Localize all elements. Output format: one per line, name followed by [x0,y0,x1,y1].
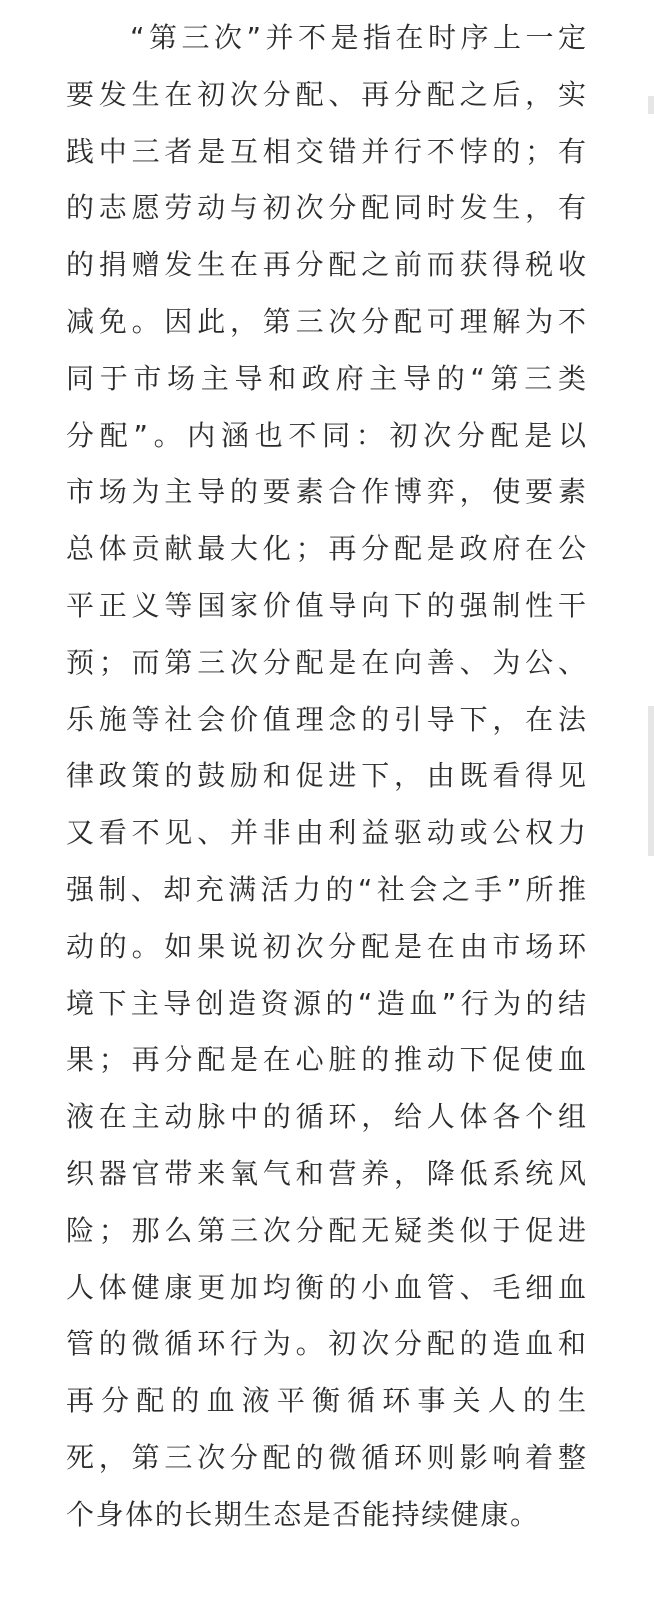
paragraph-line: 同于市场主导和政府主导的“第三类 [66,361,586,395]
paragraph-line: 乐施等社会价值理念的引导下，在法 [66,702,586,736]
paragraph-line: 减免。因此，第三次分配可理解为不 [66,304,586,338]
paragraph-line: 分配”。内涵也不同：初次分配是以 [66,418,586,452]
paragraph-line: 又看不见、并非由利益驱动或公权力 [66,816,586,850]
paragraph-line: 市场为主导的要素合作博弈，使要素 [66,475,586,509]
page-edge-shadow [648,706,654,856]
paragraph-line: 总体贡献最大化；再分配是政府在公 [66,532,586,566]
paragraph-line: 人体健康更加均衡的小血管、毛细血 [66,1270,586,1304]
paragraph-line: 液在主动脉中的循环，给人体各个组 [66,1100,586,1134]
paragraph-line: 动的。如果说初次分配是在由市场环 [66,929,586,963]
paragraph-line: 平正义等国家价值导向下的强制性干 [66,588,586,622]
paragraph-line: 境下主导创造资源的“造血”行为的结 [66,986,586,1020]
paragraph-line: 的捐赠发生在再分配之前而获得税收 [66,248,586,282]
paragraph-line: “第三次”并不是指在时序上一定 [130,21,586,54]
paragraph-line: 践中三者是互相交错并行不悖的；有 [66,134,586,168]
paragraph-line: 险；那么第三次分配无疑类似于促进 [66,1213,586,1247]
paragraph-line: 个身体的长期生态是否能持续健康。 [66,1497,540,1531]
article-body [66,10,586,1544]
page-edge-shadow [648,96,654,114]
paragraph-line: 预；而第三次分配是在向善、为公、 [66,645,586,679]
paragraph-line: 强制、却充满活力的“社会之手”所推 [66,872,586,906]
paragraph-line: 织器官带来氧气和营养，降低系统风 [66,1156,586,1190]
paragraph-line: 死，第三次分配的微循环则影响着整 [66,1440,586,1474]
paragraph-line: 果；再分配是在心脏的推动下促使血 [66,1043,586,1077]
paragraph-line: 要发生在初次分配、再分配之后，实 [66,77,586,111]
paragraph-line: 管的微循环行为。初次分配的造血和 [66,1327,586,1361]
paragraph-line: 律政策的鼓励和促进下，由既看得见 [66,759,586,793]
paragraph-line: 再分配的血液平衡循环事关人的生 [66,1384,586,1418]
paragraph-line: 的志愿劳动与初次分配同时发生，有 [66,191,586,225]
